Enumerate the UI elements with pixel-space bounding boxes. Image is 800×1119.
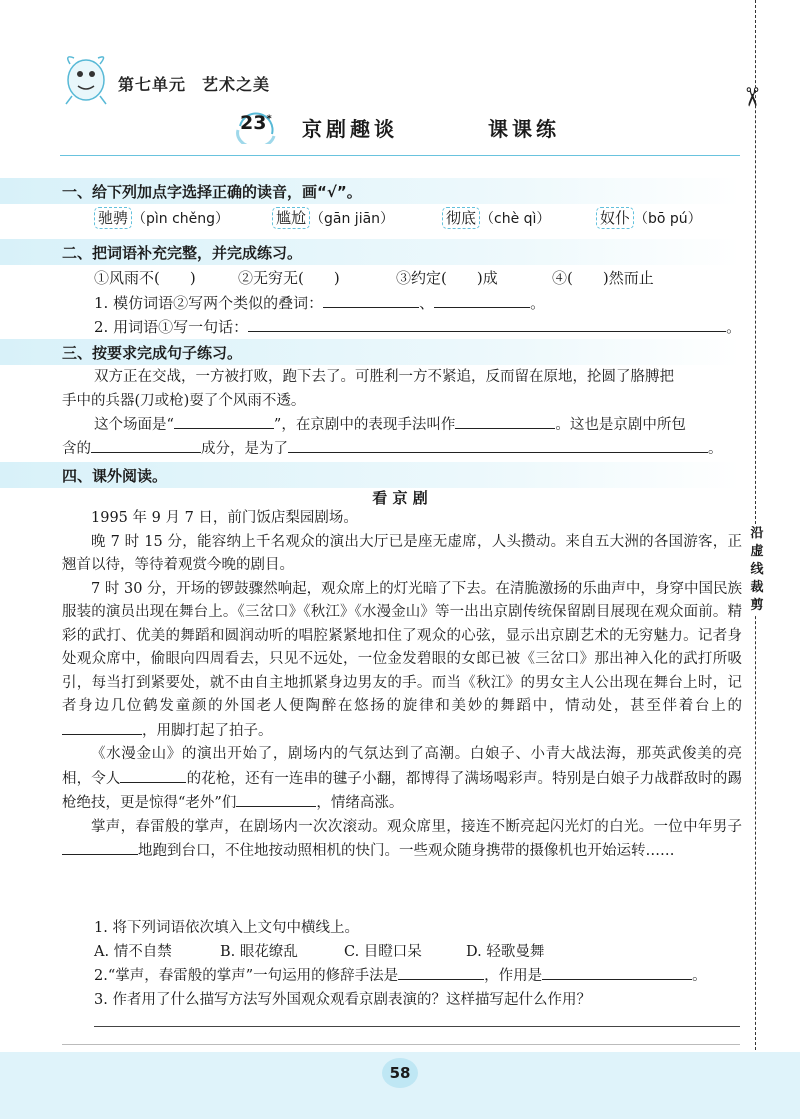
scissors-icon: ✂ bbox=[735, 86, 766, 108]
section-3-title: 三、按要求完成句子练习。 bbox=[62, 344, 243, 362]
answer-blank[interactable] bbox=[248, 316, 726, 332]
option-b: B. 眼花缭乱 bbox=[220, 944, 298, 960]
idiom-item: ②无穷无( ) bbox=[238, 269, 340, 287]
page-number: 58 bbox=[382, 1058, 418, 1088]
question-4-2: 2.“掌声，春雷般的掌声”一句运用的修辞手法是 ，作用是 。 bbox=[94, 964, 707, 985]
footer-divider bbox=[62, 1044, 740, 1045]
lesson-title: 京剧趣谈 bbox=[302, 117, 398, 141]
question-3-line1: 这个场面是“ ”，在京剧中的表现手法叫作 。这也是京剧中所包 bbox=[94, 413, 686, 434]
unit-heading bbox=[118, 72, 286, 95]
header-divider bbox=[60, 155, 740, 156]
article-body bbox=[62, 507, 742, 864]
lesson-number: 23* bbox=[240, 112, 272, 134]
section-1-title: 一、给下列加点字选择正确的读音，画“√”。 bbox=[62, 183, 362, 201]
pinyin-item: 彻底 （chè qì） bbox=[442, 207, 550, 228]
article-paragraph: 《水漫金山》的演出开始了，剧场内的气氛达到了高潮。白娘子、小青大战法海，那英武俊美的亮相，令人 的花枪，还有一连串的毽子小翻，都博得了满场喝彩声。特别是白娘子力战群敌时的踢枪绝技，更是惊得“老外”们 ，情绪高涨。 bbox=[62, 746, 743, 811]
article-paragraph: 掌声，春雷般的掌声，在剧场内一次次滚动。观众席里，接连不断亮起闪光灯的白光。一位中年男子地跑到台口，不住地按动照相机的快门。一些观众随身携带的摄像机也开始运转…… bbox=[62, 816, 742, 864]
unit-theme: 艺术之美 bbox=[202, 75, 271, 94]
cut-label: 沿虚线裁剪 bbox=[748, 525, 766, 615]
article-paragraph: 1995 年 9 月 7 日，前门饭店梨园剧场。 bbox=[91, 510, 358, 526]
mascot-icon bbox=[56, 50, 114, 106]
pinyin-item: 奴仆 （bō pú） bbox=[596, 207, 702, 228]
answer-blank[interactable] bbox=[542, 964, 692, 980]
answer-blank[interactable] bbox=[236, 791, 316, 807]
answer-line[interactable] bbox=[94, 1026, 740, 1027]
option-a: A. 情不自禁 bbox=[94, 944, 172, 960]
answer-blank[interactable] bbox=[288, 437, 708, 453]
answer-blank[interactable] bbox=[174, 413, 274, 429]
idiom-item: ③约定( )成 bbox=[396, 269, 498, 287]
pinyin-item: 尴尬 （gān jiān） bbox=[272, 207, 394, 228]
passage-line: 双方正在交战，一方被打败，跑下去了。可胜利一方不紧追，反而留在原地，抡圆了胳膊把 bbox=[94, 369, 674, 385]
idiom-item: ④( )然而止 bbox=[552, 269, 654, 287]
unit-label: 第七单元 bbox=[118, 75, 187, 94]
answer-blank[interactable] bbox=[434, 292, 530, 308]
option-d: D. 轻歌曼舞 bbox=[466, 944, 545, 960]
article-paragraph: 7 时 30 分，开场的锣鼓骤然响起，观众席上的灯光暗了下去。在清脆激扬的乐曲声中，身穿中国民族服装的演员出现在舞台上。《三岔口》《秋江》《水漫金山》等一出出京剧传统保留剧目展现在观众面前。精彩的武打、优美的舞蹈和圆润动听的唱腔紧紧地扣住了观众的心弦，显示出京剧艺术的无穷魅力。记者身处观众席中，偷眼向四周看去，只见不远处，一位金发碧眼的女郎已被《三岔口》那出神入化的武打所吸引，每当打到紧要处，就不由自主地抓紧身边男友的手。而当《秋江》的男女主人公出现在舞台上时，记者身边几位鹤发童颜的外国老人便陶醉在悠扬的旋律和美妙的舞蹈中，情动处，甚至伴着台上的，用脚打起了拍子。 bbox=[62, 580, 742, 739]
question-2-2: 2. 用词语①写一句话： 。 bbox=[94, 318, 742, 336]
passage-line: 手中的兵器(刀或枪)耍了个风雨不透。 bbox=[62, 393, 306, 409]
answer-blank[interactable] bbox=[62, 719, 142, 735]
question-2-1: 1. 模仿词语②写两个类似的叠词： 、 。 bbox=[94, 294, 546, 312]
answer-blank[interactable] bbox=[62, 839, 138, 855]
article-paragraph: 晚 7 时 15 分，能容纳上千名观众的演出大厅已是座无虚席，人头攒动。来自五大洲的各国游客，正翘首以待，等待着观赏今晚的剧目。 bbox=[62, 533, 742, 573]
idiom-item: ①风雨不( ) bbox=[94, 269, 196, 287]
pinyin-item: 驰骋 （pìn chěng） bbox=[94, 207, 229, 228]
question-4-1: 1. 将下列词语依次填入上文句中横线上。 bbox=[94, 920, 359, 936]
answer-blank[interactable] bbox=[398, 964, 484, 980]
question-4-3: 3. 作者用了什么描写方法写外国观众观看京剧表演的？这样描写起什么作用？ bbox=[94, 992, 591, 1008]
answer-blank[interactable] bbox=[455, 413, 555, 429]
section-2-title: 二、把词语补充完整，并完成练习。 bbox=[62, 244, 303, 262]
practice-label: 课课练 bbox=[488, 117, 560, 141]
answer-blank[interactable] bbox=[91, 437, 201, 453]
answer-blank[interactable] bbox=[323, 292, 419, 308]
option-c: C. 目瞪口呆 bbox=[344, 944, 422, 960]
question-3-line2: 含的 成分，是为了 。 bbox=[62, 437, 723, 458]
answer-blank[interactable] bbox=[120, 767, 186, 783]
section-4-title: 四、课外阅读。 bbox=[62, 467, 168, 485]
article-title: 看 京 剧 bbox=[372, 489, 428, 507]
